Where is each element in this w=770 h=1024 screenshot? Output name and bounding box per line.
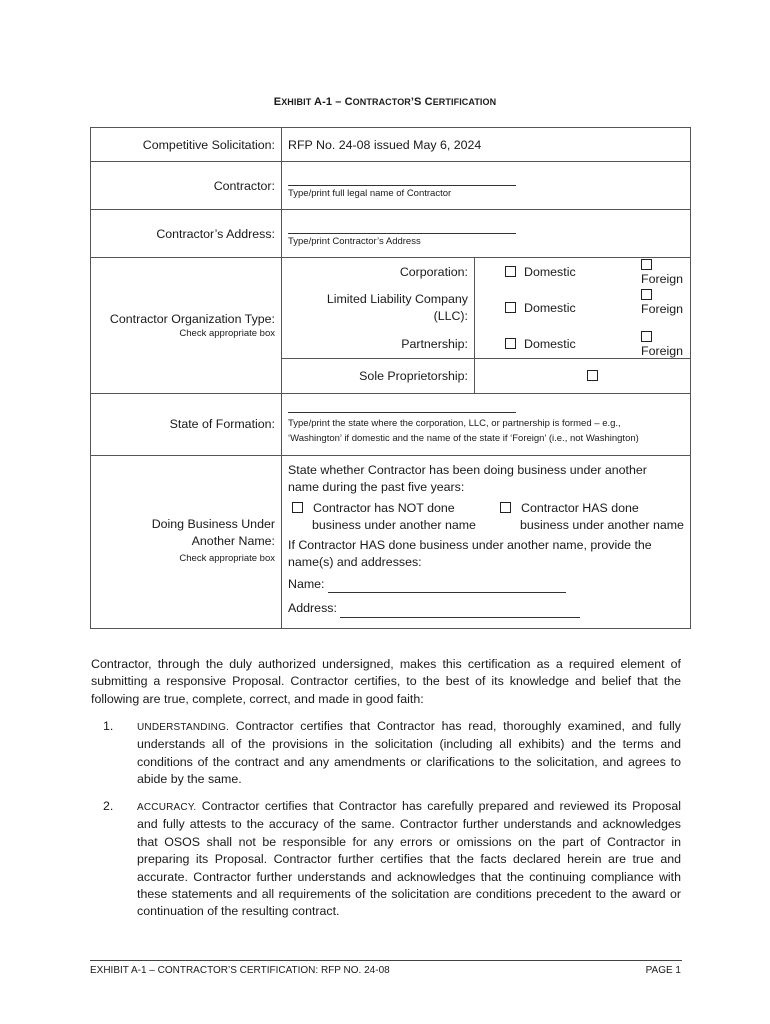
checkbox-icon[interactable] <box>641 259 652 270</box>
certification-form <box>90 127 691 629</box>
contractor-field[interactable] <box>282 162 691 210</box>
foreign-label: Foreign <box>641 272 684 286</box>
domestic-label: Domestic <box>524 337 576 351</box>
checkbox-icon[interactable] <box>292 502 303 513</box>
domestic-label: Domestic <box>524 265 576 279</box>
dba-label: Doing Business Under Another Name: Check appropriate box <box>91 455 282 628</box>
llc-label: Limited Liability Company (LLC): <box>282 286 475 330</box>
solicitation-value: RFP No. 24-08 issued May 6, 2024 <box>282 128 691 162</box>
address-hint: Type/print Contractor’s Address <box>288 235 421 247</box>
corporation-domestic[interactable] <box>475 258 618 286</box>
page-title: EXHIBIT A-1 – CONTRACTOR’S CERTIFICATION <box>273 96 497 108</box>
dba-has-done-option[interactable]: Contractor HAS done business under another name <box>500 500 684 535</box>
dba-options <box>282 455 691 628</box>
state-label: State of Formation: <box>91 393 282 455</box>
checkbox-icon[interactable] <box>587 370 598 381</box>
contractor-name-line[interactable] <box>288 177 516 186</box>
footer-page: PAGE 1 <box>645 965 681 976</box>
llc-domestic[interactable] <box>475 286 618 330</box>
solicitation-label: Competitive Solicitation: <box>91 128 282 162</box>
footer-left: EXHIBIT A-1 – CONTRACTOR’S CERTIFICATION: RFP NO. 24-08 <box>90 965 390 976</box>
partnership-label: Partnership: <box>282 330 475 359</box>
state-line[interactable] <box>288 404 516 413</box>
corporation-label: Corporation: <box>282 258 475 286</box>
corporation-foreign[interactable] <box>617 258 690 286</box>
sole-label: Sole Proprietorship: <box>282 359 475 393</box>
checkbox-icon[interactable] <box>641 331 652 342</box>
dba-if-has-1: If Contractor HAS done business under another name, provide the <box>288 537 652 552</box>
checkbox-icon[interactable] <box>505 266 516 277</box>
org-type-label <box>91 258 282 394</box>
partnership-foreign[interactable] <box>617 330 690 359</box>
address-field[interactable] <box>282 210 691 258</box>
checkbox-icon[interactable] <box>505 338 516 349</box>
domestic-label: Domestic <box>524 301 576 315</box>
dba-not-done-option[interactable]: Contractor has NOT done business under another name <box>292 500 476 535</box>
dba-name-row[interactable]: Name: <box>288 576 690 594</box>
footer-divider <box>90 960 682 961</box>
address-label: Contractor’s Address: <box>91 210 282 258</box>
checkbox-icon[interactable] <box>500 502 511 513</box>
dba-if-has-2: name(s) and addresses: <box>288 555 422 569</box>
state-hint-2: ‘Washington’ if domestic and the name of the state if ‘Foreign’ (i.e., not Washington) <box>288 433 639 444</box>
org-type-title: Contractor Organization Type: <box>109 311 275 326</box>
dba-intro-2: name during the past five years: <box>288 480 465 494</box>
address-line[interactable] <box>288 225 516 234</box>
dba-address-line[interactable] <box>340 605 580 618</box>
org-type-sub: Check appropriate box <box>179 327 275 339</box>
contractor-hint: Type/print full legal name of Contractor <box>288 187 452 199</box>
checkbox-icon[interactable] <box>505 302 516 313</box>
dba-name-line[interactable] <box>328 580 566 593</box>
foreign-label: Foreign <box>641 302 684 316</box>
partnership-domestic[interactable] <box>475 330 618 359</box>
intro-paragraph: Contractor, through the duly authorized undersigned, makes this certification as a required element of submitting a responsive Proposal. Contractor certifies, to the best of its knowledge and belief that the following are true, complete, correct, and made in good faith: <box>91 657 681 706</box>
state-hint-1: Type/print the state where the corporation, LLC, or partnership is formed – e.g., <box>288 418 621 429</box>
contractor-label: Contractor: <box>91 162 282 210</box>
state-field[interactable] <box>282 393 691 455</box>
foreign-label: Foreign <box>641 344 684 358</box>
checkbox-icon[interactable] <box>641 289 652 300</box>
dba-address-row[interactable]: Address: <box>288 600 690 618</box>
sole-checkbox[interactable] <box>475 359 691 393</box>
dba-intro-1: State whether Contractor has been doing business under another <box>288 462 647 477</box>
llc-foreign[interactable] <box>617 286 690 330</box>
org-type-options <box>282 258 691 394</box>
